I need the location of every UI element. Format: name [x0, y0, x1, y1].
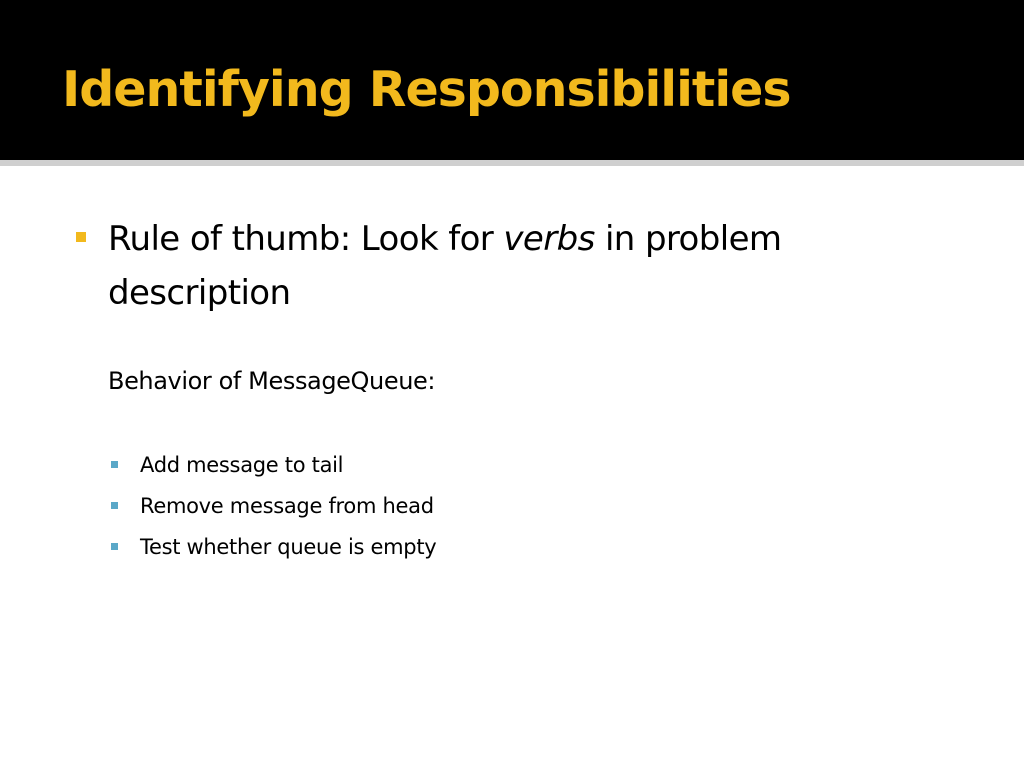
- square-bullet-icon: [111, 502, 118, 509]
- list-item: [108, 450, 436, 491]
- main-bullet-emphasis: verbs: [503, 219, 595, 259]
- list-item-text: Add message to tail: [140, 453, 344, 477]
- square-bullet-icon: [76, 232, 86, 242]
- square-bullet-icon: [111, 461, 118, 468]
- behavior-heading: Behavior of MessageQueue:: [108, 367, 436, 395]
- slide-title: Identifying Responsibilities: [62, 61, 791, 118]
- list-item-text: Remove message from head: [140, 494, 434, 518]
- list-item: [108, 491, 436, 532]
- main-bullet-text-before: Rule of thumb: Look for: [108, 219, 504, 259]
- main-bullet-text-after: in problem description: [108, 219, 782, 313]
- main-bullet-text: [108, 212, 948, 320]
- behavior-list: [108, 450, 436, 573]
- square-bullet-icon: [111, 543, 118, 550]
- list-item: [108, 532, 436, 573]
- list-item-text: Test whether queue is empty: [140, 535, 437, 559]
